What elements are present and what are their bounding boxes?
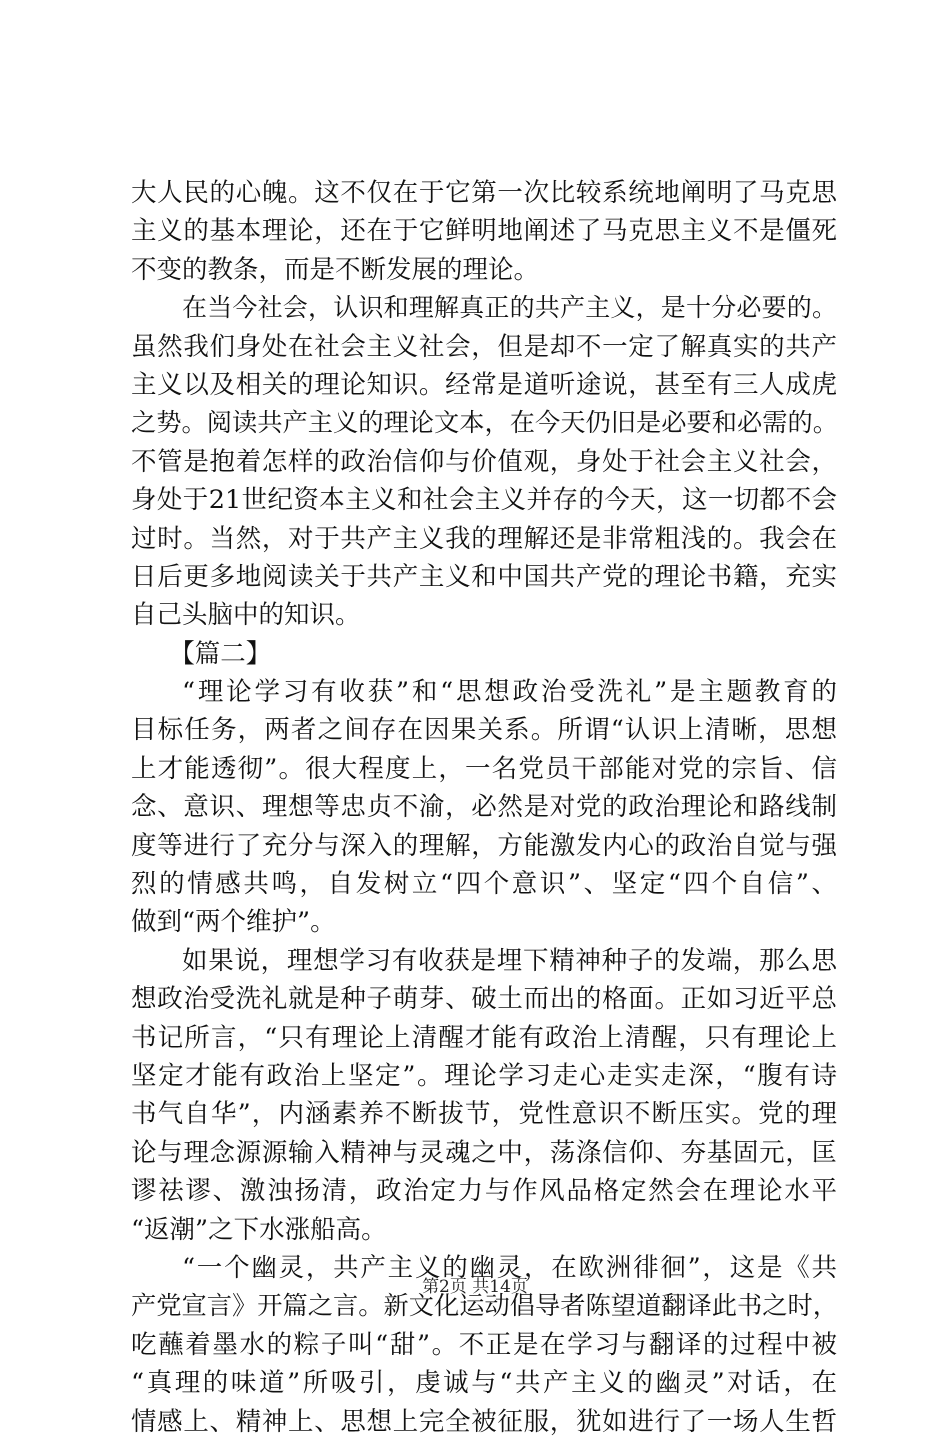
text-line: 大人民的心魄。这不仅在于它第一次比较系统地阐明了马克思 — [131, 178, 837, 208]
text-line: 吃蘸着墨水的粽子叫“甜”。不正是在学习与翻译的过程中被 — [131, 1329, 837, 1360]
text-line: 身处于21世纪资本主义和社会主义并存的今天，这一切都不会 — [131, 485, 837, 516]
text-line: 日后更多地阅读关于共产主义和中国共产党的理论书籍，充实 — [131, 561, 837, 592]
text-line: 念、意识、理想等忠贞不渝，必然是对党的政治理论和路线制 — [131, 792, 837, 823]
text-line: 不管是抱着怎样的政治信仰与价值观，身处于社会主义社会， — [131, 446, 837, 477]
text-line: “理论学习有收获”和“思想政治受洗礼”是主题教育的 — [182, 677, 837, 708]
text-line: 论与理念源源输入精神与灵魂之中，荡涤信仰、夯基固元，匡 — [131, 1137, 837, 1168]
page-footer: 第2页 共14页 — [422, 1277, 528, 1297]
text-line: 主义以及相关的理论知识。经常是道听途说，甚至有三人成虎 — [131, 369, 837, 400]
text-line: 坚定才能有政治上坚定”。理论学习走心走实走深，“腹有诗 — [131, 1060, 837, 1091]
text-line: “一个幽灵，共产主义的幽灵，在欧洲徘徊”，这是《共 — [182, 1252, 837, 1283]
text-line: 虽然我们身处在社会主义社会，但是却不一定了解真实的共产 — [131, 331, 837, 362]
text-line: 【篇二】 — [169, 638, 272, 669]
text-line: 做到“两个维护”。 — [131, 907, 336, 938]
text-line: 之势。阅读共产主义的理论文本，在今天仍旧是必要和必需的。 — [131, 408, 838, 438]
text-line: 自己头脑中的知识。 — [131, 600, 361, 631]
text-line: 目标任务，两者之间存在因果关系。所谓“认识上清晰，思想 — [131, 715, 837, 746]
text-line: 如果说，理想学习有收获是埋下精神种子的发端，那么思 — [182, 945, 837, 976]
text-line: 想政治受洗礼就是种子萌芽、破土而出的格面。正如习近平总 — [131, 984, 837, 1015]
text-line: 主义的基本理论，还在于它鲜明地阐述了马克思主义不是僵死 — [131, 216, 837, 247]
text-line: 谬祛谬、激浊扬清，政治定力与作风品格定然会在理论水平 — [131, 1176, 837, 1207]
text-line: 上才能透彻”。很大程度上，一名党员干部能对党的宗旨、信 — [131, 753, 837, 784]
text-line: 情感上、精神上、思想上完全被征服，犹如进行了一场人生哲 — [131, 1406, 837, 1437]
text-line: 烈的情感共鸣，自发树立“四个意识”、坚定“四个自信”、 — [131, 869, 837, 900]
text-line: “返潮”之下水涨船高。 — [131, 1214, 387, 1245]
text-line: 度等进行了充分与深入的理解，方能激发内心的政治自觉与强 — [131, 830, 837, 861]
text-line: 书气自华”，内涵素养不断拔节，党性意识不断压实。党的理 — [131, 1099, 837, 1130]
text-line: 在当今社会，认识和理解真正的共产主义，是十分必要的。 — [182, 293, 837, 323]
text-line: 过时。当然，对于共产主义我的理解还是非常粗浅的。我会在 — [131, 523, 837, 554]
text-line: 书记所言，“只有理论上清醒才能有政治上清醒，只有理论上 — [131, 1022, 837, 1053]
text-line: 产党宣言》开篇之言。新文化运动倡导者陈望道翻译此书之时， — [131, 1291, 838, 1321]
text-line: “真理的味道”所吸引，虔诚与“共产主义的幽灵”对话，在 — [131, 1368, 837, 1399]
text-line: 不变的教条，而是不断发展的理论。 — [131, 254, 540, 285]
document-body — [131, 174, 837, 1441]
